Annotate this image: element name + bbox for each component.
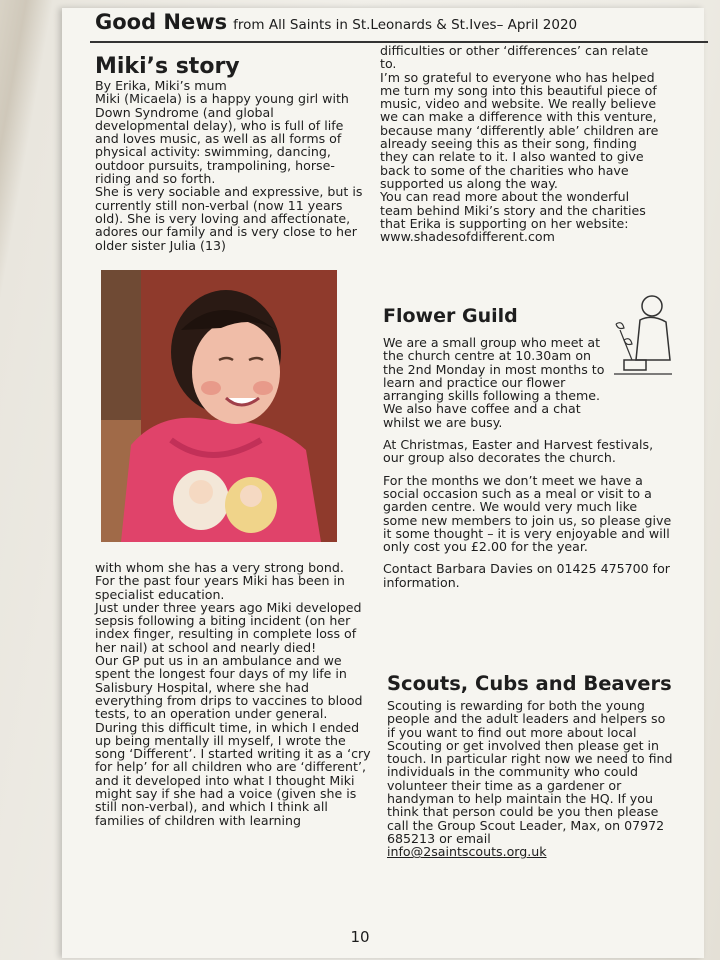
flower-lady-icon [610,290,676,378]
flower-guild-paragraph: We are a small group who meet at the church centre at 10.30am on the 2nd Monday in most months to learn and practice our flower arranging skills following a theme. We also have coffee and a chat whilst we are busy. [383,335,605,430]
story-paragraph: Miki (Micaela) is a happy young girl with Down Syndrome (and global developmental delay), who is full of life and loves music, as well as all forms of physical activity: swimming, dancing, outdoor pursuits, trampolining, horse-riding and so forth. [95,91,349,187]
flower-guild-heading: Flower Guild [383,305,518,327]
story-paragraph: You can read more about the wonderful team behind Miki’s story and the charities that Erika is supporting on her website: www.shadesofdifferent.com [380,189,646,245]
story-byline: By Erika, Miki’s mum [95,78,227,93]
story-continuation [380,44,663,243]
newsletter-header [95,10,695,40]
page-number: 10 [350,928,370,946]
story-paragraph: with whom she has a very strong bond. [95,560,344,575]
story-paragraph: During this difficult time, in which I ended up being mentally ill myself, I wrote the song ‘Different’. I started writing it as a ‘cry for help’ for all children who are ‘different’, and it developed into what I thought Miki might say if she had a voice (given she is still non-verbal), and which I think all families of children with learning [95,719,371,828]
flower-guild-paragraph: Contact Barbara Davies on 01425 475700 for information. [383,561,670,590]
story-heading: Miki’s story [95,54,240,79]
flower-guild-paragraph: At Christmas, Easter and Harvest festivals, our group also decorates the church. [383,437,654,466]
scouts-paragraph: Scouting is rewarding for both the young people and the adult leaders and helpers so if you want to find out more about local Scouting or get involved then please get in touch. In particular right now we need to find individuals in the community who could volunteer their time as a gardener or handyman to help maintain the HQ. If you think that person could be you then please call the Group Scout Leader, Max, on 07972 685213 or email [387,698,673,846]
newsletter-title: Good News [95,10,228,34]
story-paragraph: Our GP put us in an ambulance and we spent the longest four days of my life in Salisbury Hospital, where she had everything from drips to vaccines to blood tests, to an operation under general. [95,653,363,722]
scouts-heading: Scouts, Cubs and Beavers [387,672,672,695]
story-paragraph: I’m so grateful to everyone who has helped me turn my song into this beautiful piece of music, video and website. We really believe we can make a difference with this venture, because many ‘differently able’ children are already seeing this as their song, finding they can relate to it. I also wanted to give back to some of the charities who have supported us along the way. [380,69,659,191]
newsletter-subtitle: from All Saints in St.Leonards & St.Ives– April 2020 [233,17,578,33]
story-paragraph: difficulties or other ‘differences’ can relate to. [380,43,649,72]
miki-photo [101,270,337,542]
story-paragraph: Just under three years ago Miki developed sepsis following a biting incident (on her index finger, resulting in complete loss of her nail) at school and nearly died! [95,599,362,655]
flower-guild-paragraph: For the months we don’t meet we have a social occasion such as a meal or visit to a garden centre. We would very much like some new members to join us, so please give it some thought – it is very enjoyable and will only cost you £2.00 for the year. [383,472,672,555]
story-column-bottom [95,561,377,827]
story-paragraph: She is very sociable and expressive, but is currently still non-verbal (now 11 years old). She is very loving and affectionate, adores our family and is very close to her older sister Julia (13) [95,184,363,253]
scouts-section [387,672,677,859]
story-column-top [95,55,363,252]
girl-illustration [101,270,337,542]
scouts-email-link[interactable]: info@2saintscouts.org.uk [387,844,547,860]
story-paragraph: For the past four years Miki has been in specialist education. [95,573,345,602]
flower-arranging-clipart [610,290,676,378]
